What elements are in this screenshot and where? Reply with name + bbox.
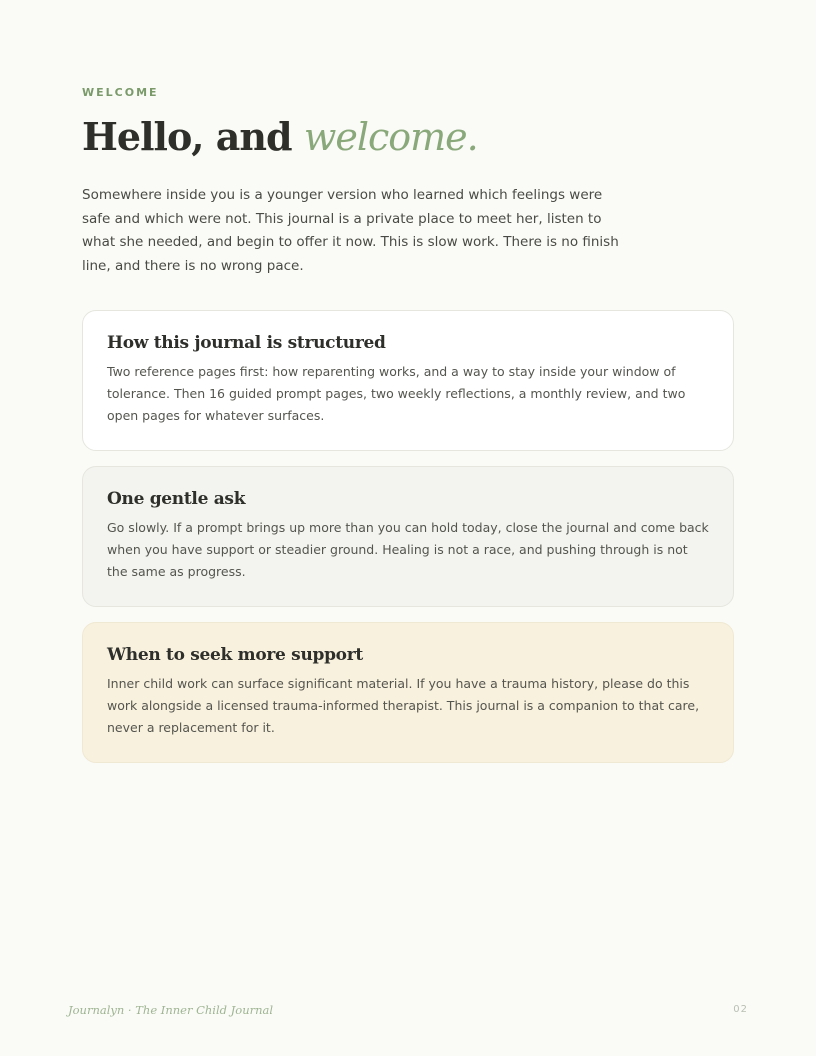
page-number: 02 [733, 1004, 748, 1015]
card-gentle-ask [82, 466, 734, 607]
card-title: When to seek more support [107, 645, 363, 665]
card-body: Two reference pages first: how reparenting works, and a way to stay inside your window of tolerance. Then 16 guided prompt pages, two weekly reflections, a monthly review, and two open pages for whatever surfaces. [107, 364, 686, 423]
card-seek-support [82, 622, 734, 763]
card-body: Go slowly. If a prompt brings up more than you can hold today, close the journal and come back when you have support or steadier ground. Healing is not a race, and pushing through is not the same as progress. [107, 520, 709, 579]
card-title: How this journal is structured [107, 333, 386, 353]
card-body: Inner child work can surface significant material. If you have a trauma history, please do this work alongside a licensed trauma-informed therapist. This journal is a companion to that care, never a replacement for it. [107, 676, 700, 735]
section-eyebrow: WELCOME [82, 86, 159, 99]
intro-paragraph: Somewhere inside you is a younger version who learned which feelings were safe and which were not. This journal is a private place to meet her, listen to what she needed, and begin to offer it now. This is slow work. There is no finish line, and there is no wrong pace. [82, 187, 619, 274]
card-structure [82, 310, 734, 451]
footer-brand: Journalyn · The Inner Child Journal [68, 1003, 274, 1017]
page-title [82, 114, 478, 159]
title-main: Hello, and [82, 114, 304, 159]
card-title: One gentle ask [107, 489, 246, 509]
title-accent: welcome. [303, 115, 478, 159]
